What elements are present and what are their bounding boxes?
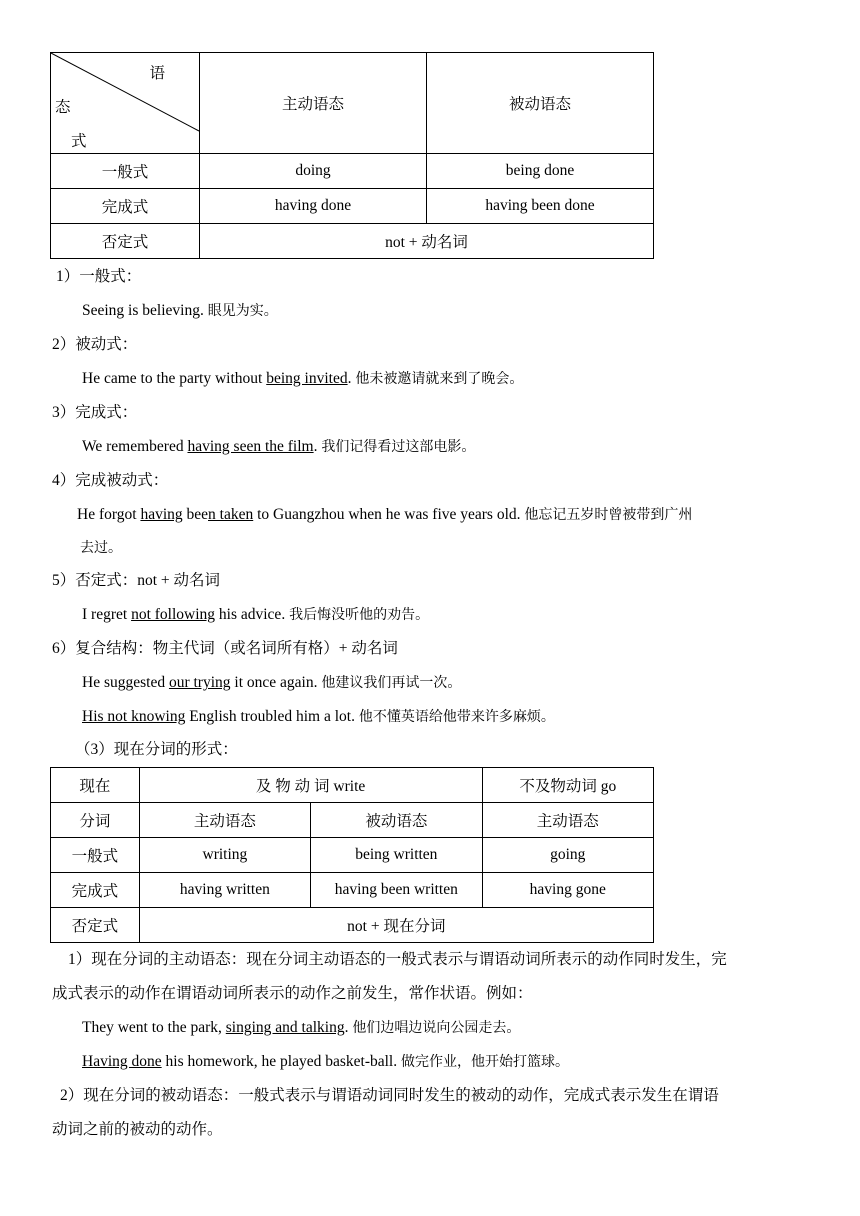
example-en: I regret <box>82 606 132 623</box>
row-label: 完成式 <box>51 873 140 908</box>
cell-active: doing <box>200 154 427 189</box>
table-row <box>51 154 654 189</box>
cell-negative: not + 现在分词 <box>139 908 653 943</box>
example-sentence <box>82 437 475 457</box>
cell: having gone <box>482 873 653 908</box>
example-en: Seeing is believing. <box>82 302 204 319</box>
row-label: 完成式 <box>51 189 200 224</box>
example-en: English troubled him a lot. <box>185 708 355 725</box>
corner-label-bottom: 式 <box>71 133 87 150</box>
underlined-phrase: singing and talking <box>225 1019 345 1036</box>
row-label: 一般式 <box>51 154 200 189</box>
example-sentence <box>82 301 278 321</box>
example-zh: 我后悔没听他的劝告。 <box>289 607 430 623</box>
cell: being written <box>311 838 482 873</box>
row-label: 否定式 <box>51 908 140 943</box>
example-en: He suggested <box>82 674 169 691</box>
underlined-phrase: Having done <box>82 1053 162 1070</box>
example-en: He came to the party without <box>82 370 267 387</box>
section-heading: 4）完成被动式： <box>52 472 169 489</box>
section-heading: 2）被动式： <box>52 336 138 353</box>
corner-label-top: 语 <box>149 65 165 82</box>
underlined-phrase: n taken <box>208 506 254 523</box>
example-sentence <box>82 1052 569 1072</box>
example-zh: 他建议我们再试一次。 <box>321 675 462 691</box>
corner-label-mid: 态 <box>55 99 71 116</box>
section-heading: 6）复合结构：物主代词（或名词所有格）+ 动名词 <box>52 640 398 657</box>
corner-cell-top: 现在 <box>51 768 140 803</box>
table-row <box>51 838 654 873</box>
example-zh: 他不懂英语给他带来许多麻烦。 <box>358 709 555 725</box>
example-en: . <box>344 1019 349 1036</box>
example-en: . <box>347 370 352 387</box>
example-en: . <box>313 438 318 455</box>
example-en: to Guangzhou when he was five years old. <box>253 506 521 523</box>
gerund-forms-table <box>50 52 654 259</box>
paragraph-line: 2）现在分词的被动语态：一般式表示与谓语动词同时发生的被动的动作，完成式表示发生在谓语 <box>60 1087 719 1104</box>
header-intransitive: 不及物动词 go <box>482 768 653 803</box>
row-label: 否定式 <box>51 224 200 259</box>
row-label: 一般式 <box>51 838 140 873</box>
section-heading: 1）一般式： <box>56 268 142 285</box>
cell: having written <box>139 873 310 908</box>
example-en: They went to the park, <box>82 1019 226 1036</box>
paragraph-line: 成式表示的动作在谓语动词所表示的动作之前发生，常作状语。例如： <box>52 985 533 1002</box>
example-en: He forgot <box>77 506 141 523</box>
example-zh: 他们边唱边说向公园走去。 <box>352 1020 521 1036</box>
column-header-passive: 被动语态 <box>427 53 654 154</box>
column-header-active: 主动语态 <box>139 803 310 838</box>
example-sentence <box>82 673 461 693</box>
example-sentence <box>82 369 523 389</box>
column-header-active: 主动语态 <box>482 803 653 838</box>
paragraph-line: 1）现在分词的主动语态：现在分词主动语态的一般式表示与谓语动词所表示的动作同时发生，完 <box>68 951 727 968</box>
underlined-phrase: having <box>140 506 183 523</box>
header-transitive: 及 物 动 词 write <box>139 768 482 803</box>
table-row <box>51 873 654 908</box>
section-heading: （3）现在分词的形式： <box>75 741 238 758</box>
example-zh: 做完作业，他开始打篮球。 <box>400 1054 569 1070</box>
example-zh: 眼见为实。 <box>207 303 278 319</box>
underlined-phrase: His not knowing <box>82 708 186 725</box>
table-row <box>51 908 654 943</box>
corner-cell-bottom: 分词 <box>51 803 140 838</box>
table-row <box>51 224 654 259</box>
example-zh: 他忘记五岁时曾被带到广州 <box>524 507 693 523</box>
cell: going <box>482 838 653 873</box>
underlined-phrase: our trying <box>168 674 231 691</box>
table-row <box>51 189 654 224</box>
example-en: bee <box>182 506 209 523</box>
example-en: his homework, he played basket-ball. <box>161 1053 398 1070</box>
underlined-phrase: having seen the film <box>187 438 314 455</box>
column-header-active: 主动语态 <box>200 53 427 154</box>
paragraph-line: 动词之前的被动的动作。 <box>52 1121 223 1138</box>
example-sentence <box>82 707 555 727</box>
table-corner-cell <box>51 53 200 154</box>
example-zh-continued: 去过。 <box>80 540 122 556</box>
cell-passive: being done <box>427 154 654 189</box>
section-heading: 3）完成式： <box>52 404 138 421</box>
example-zh: 我们记得看过这部电影。 <box>321 439 476 455</box>
cell-active: having done <box>200 189 427 224</box>
example-en: We remembered <box>82 438 188 455</box>
cell: writing <box>139 838 310 873</box>
example-en: it once again. <box>230 674 318 691</box>
example-sentence <box>77 505 692 525</box>
example-sentence <box>82 1018 520 1038</box>
example-zh: 他未被邀请就来到了晚会。 <box>355 371 524 387</box>
cell: having been written <box>311 873 482 908</box>
participle-forms-table <box>50 767 654 943</box>
underlined-phrase: being invited <box>266 370 348 387</box>
column-header-passive: 被动语态 <box>311 803 482 838</box>
cell-negative: not + 动名词 <box>200 224 654 259</box>
example-sentence <box>82 605 429 625</box>
underlined-phrase: not following <box>131 606 216 623</box>
section-heading: 5）否定式：not + 动名词 <box>52 572 221 589</box>
example-en: his advice. <box>215 606 286 623</box>
cell-passive: having been done <box>427 189 654 224</box>
